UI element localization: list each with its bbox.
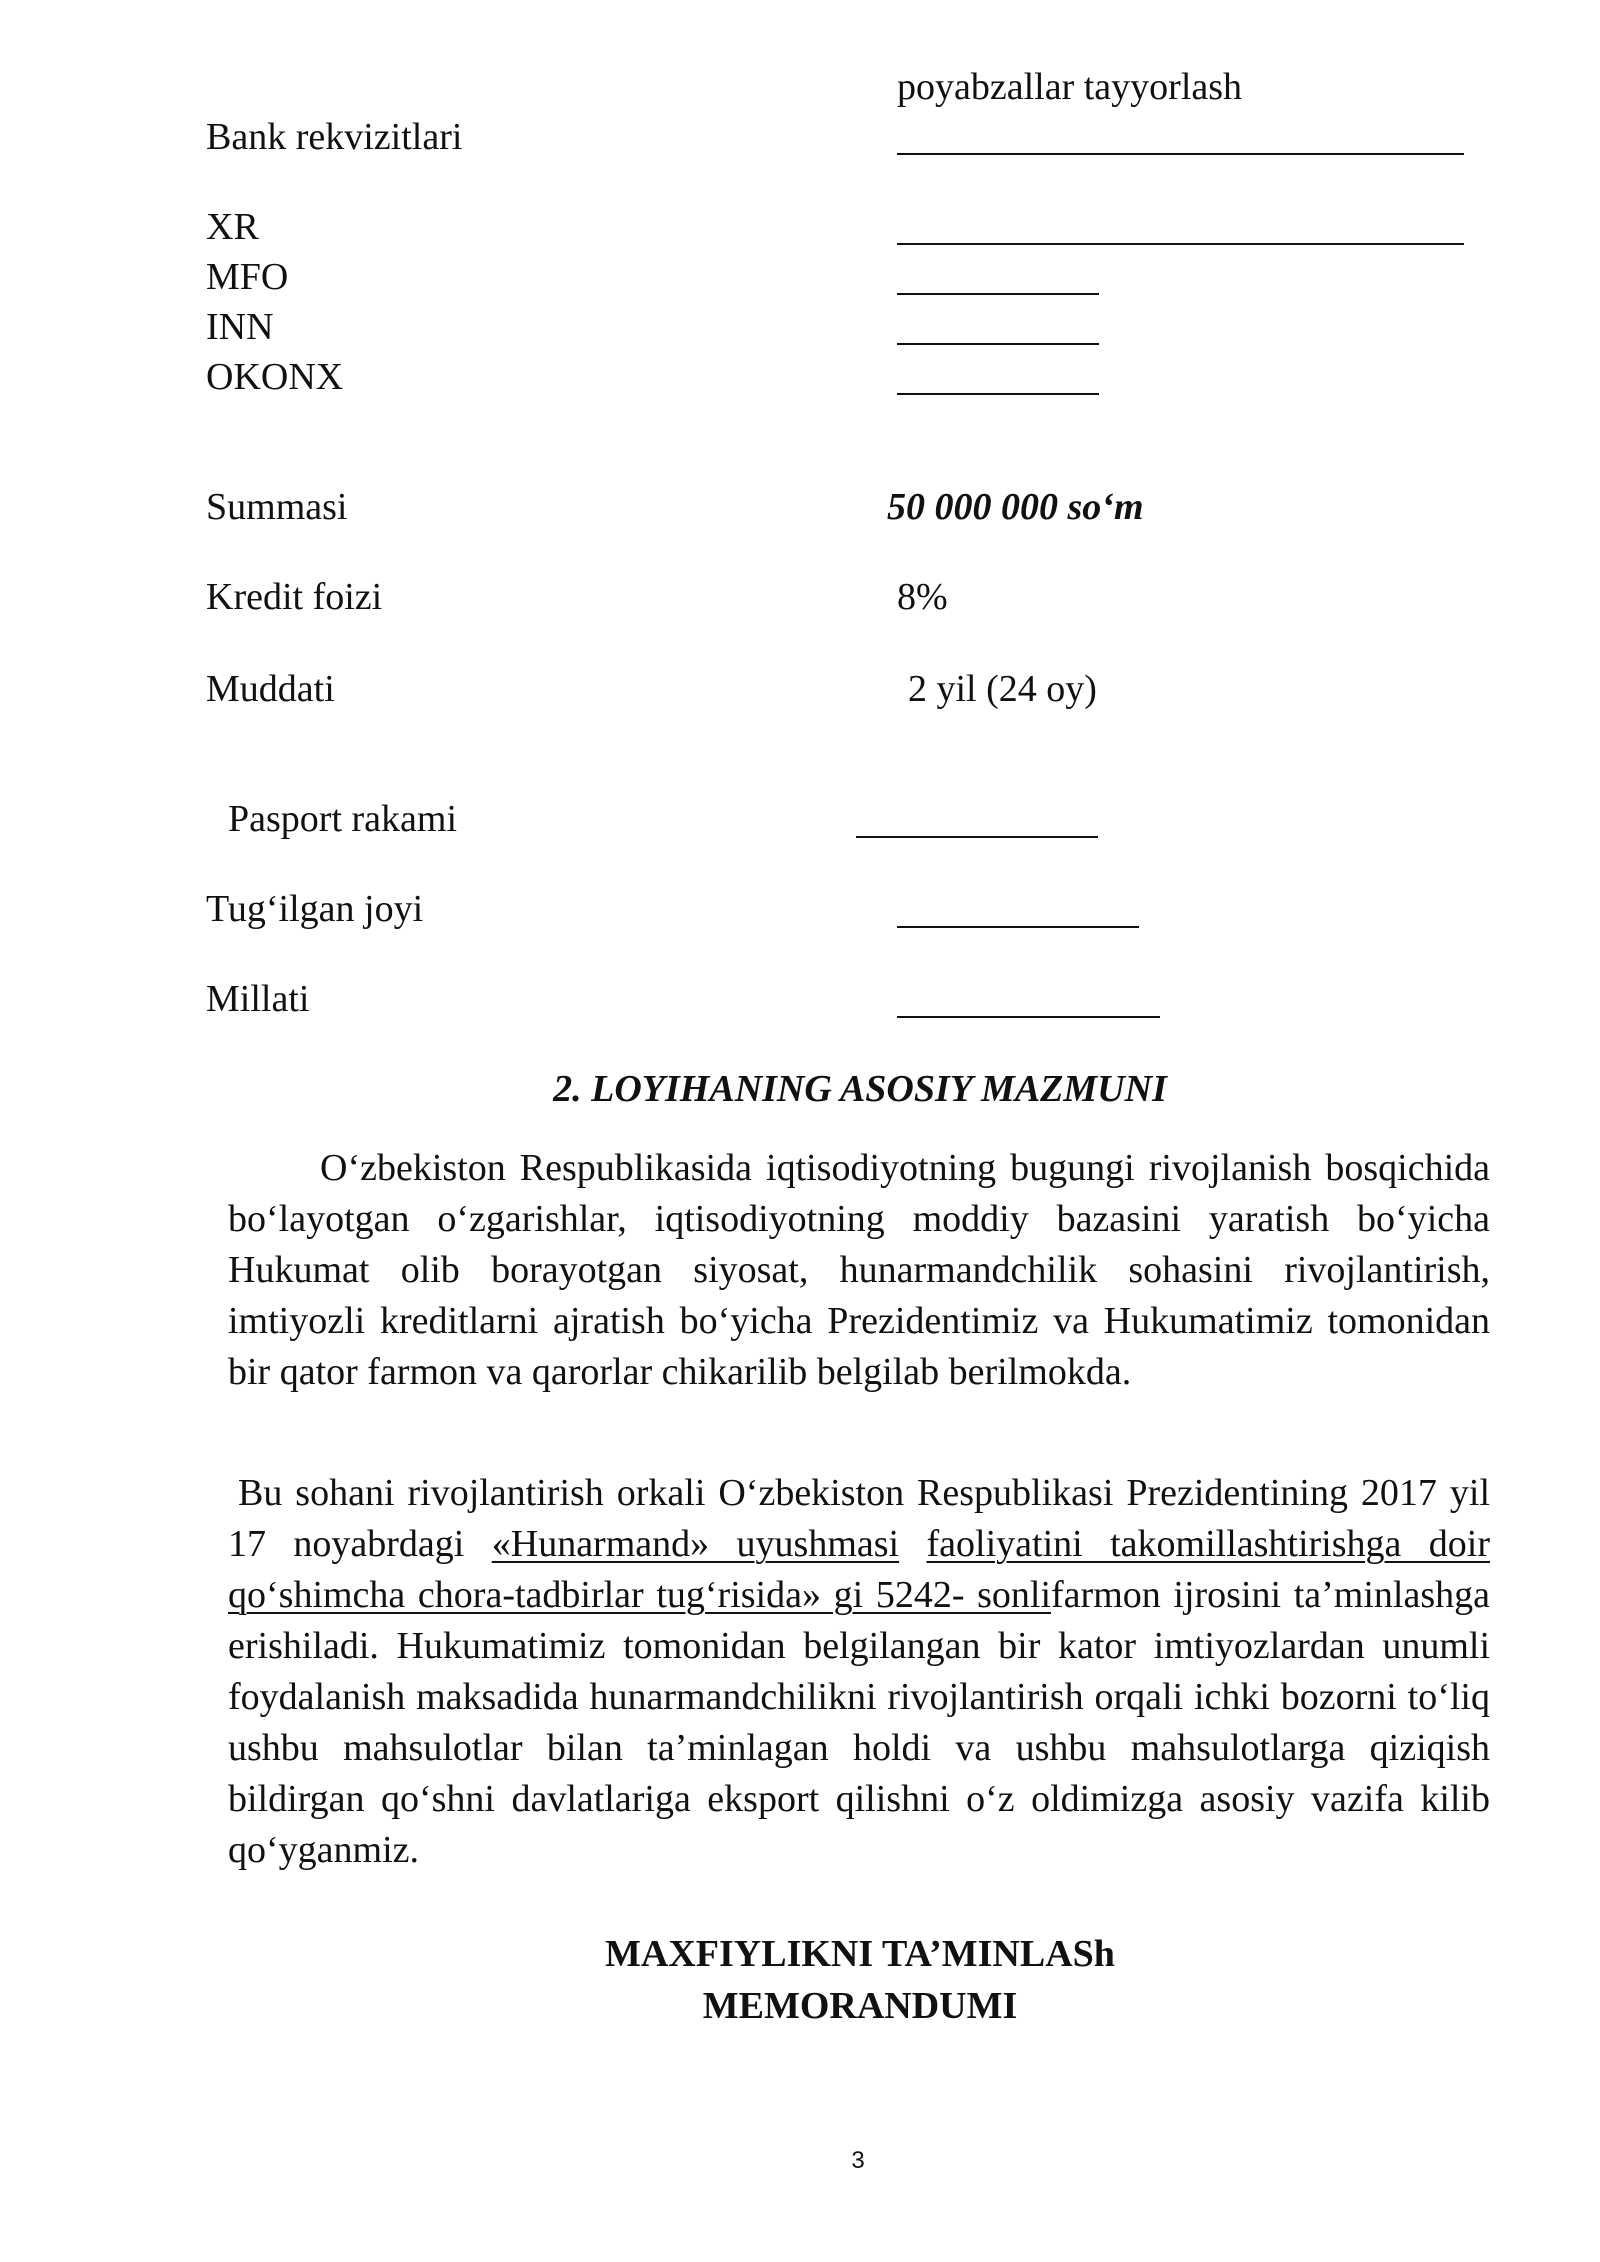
paragraph-1-text: O‘zbekiston Respublikasida iqtisodiyotning bugungi rivojlanish bosqichida bo‘layotgan o‘zgarishlar, iqtisodiyotning moddiy bazasini yaratish bo‘yicha Hukumat olib borayotgan siyosat, hunarmandchilik sohasini rivojlantirish, imtiyozli kreditlarni ajratish bo‘yicha Prezidentimiz va Hukumatimiz tomonidan bir qator farmon va qarorlar chikarilib belgilab berilmokda. — [228, 1147, 1490, 1393]
mfo-label: MFO — [206, 256, 289, 298]
kredit-label: Kredit foizi — [206, 576, 383, 618]
paragraph-2 — [228, 1468, 1490, 1876]
decree-link-2[interactable]: faoliyatini takomillashtirishga doir qo‘shimcha chora-tadbirlar tug‘risida» gi 5242- sonli — [228, 1523, 1490, 1616]
okonx-label: OKONX — [206, 356, 344, 398]
decree-link-1[interactable]: «Hunarmand» uyushmasi — [491, 1523, 900, 1565]
bank-label: Bank rekvizitlari — [206, 116, 463, 158]
summa-value: 50 000 000 so‘m — [887, 486, 1144, 528]
inn-label: INN — [206, 306, 274, 348]
field-value-top: poyabzallar tayyorlash — [897, 66, 1243, 108]
muddat-label: Muddati — [206, 668, 335, 710]
millati-label: Millati — [206, 978, 310, 1020]
xr-label: XR — [206, 206, 259, 248]
kredit-value: 8% — [897, 576, 948, 618]
xr-blank-line — [897, 243, 1464, 245]
paragraph-1 — [228, 1143, 1490, 1398]
tugilgan-blank-line — [897, 926, 1139, 928]
mfo-blank-line — [897, 293, 1099, 295]
memo-title-line-2: MEMORANDUMI — [702, 1985, 1018, 2027]
pasport-label: Pasport rakami — [228, 798, 458, 840]
page-number: 3 — [851, 2147, 865, 2174]
pasport-blank-line — [856, 836, 1098, 838]
inn-blank-line — [897, 343, 1099, 345]
paragraph-2-end: farmon ijrosini ta’minlashga erishiladi. Hukumatimiz tomonidan belgilangan bir kator imtiyozlardan unumli foydalanish maksadida hunarmandchilikni rivojlantirish orqali ichki bozorni to‘liq ushbu mahsulotlar bilan ta’minlagan holdi va ushbu mahsulotlarga qiziqish bildirgan qo‘shni davlatlariga eksport qilishni o‘z oldimizga asosiy vazifa kilib qo‘yganmiz. — [228, 1574, 1490, 1871]
memo-title-line-1: MAXFIYLIKNI TA’MINLASh — [605, 1933, 1115, 1975]
bank-blank-line — [897, 153, 1464, 155]
paragraph-2-start: Bu sohani rivojlantirish orkali O‘zbekiston Respublikasi Prezidentining 2017 yil 17 noyabrdagi — [228, 1472, 1490, 1565]
muddat-value: 2 yil (24 oy) — [908, 668, 1097, 710]
summa-label: Summasi — [206, 486, 348, 528]
tugilgan-label: Tug‘ilgan joyi — [206, 888, 424, 930]
okonx-blank-line — [897, 393, 1099, 395]
millati-blank-line — [897, 1016, 1160, 1018]
section-heading: 2. LOYIHANING ASOSIY MAZMUNI — [553, 1068, 1167, 1110]
